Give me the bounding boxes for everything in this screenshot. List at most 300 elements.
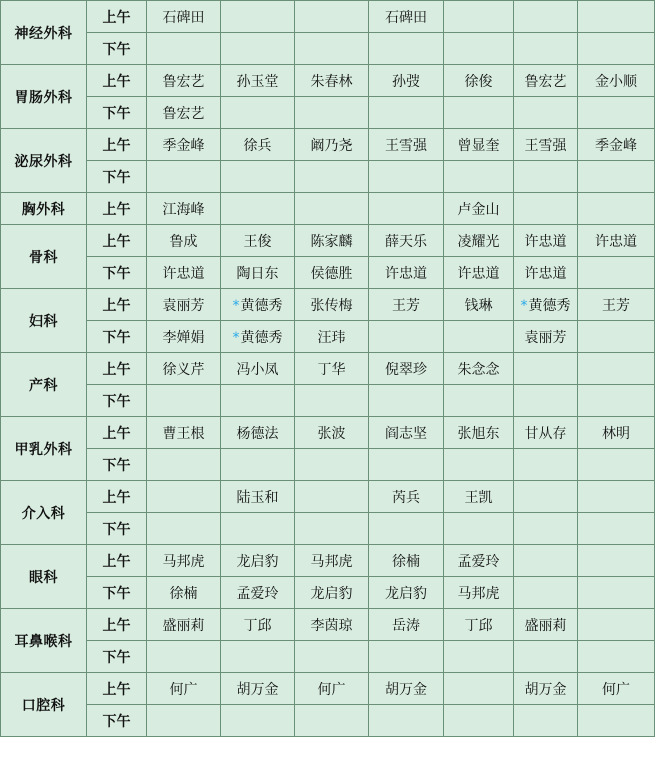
doctor-cell: [295, 577, 369, 609]
doctor-cell: [444, 417, 514, 449]
doctor-cell: [444, 705, 514, 737]
doctor-cell: [295, 673, 369, 705]
doctor-cell: [369, 513, 444, 545]
doctor-name: 王雪强: [524, 137, 567, 154]
schedule-row: [1, 417, 655, 449]
doctor-cell: [295, 65, 369, 97]
doctor-name: 许忠道: [595, 233, 637, 250]
doctor-cell: [514, 289, 578, 321]
doctor-cell: [514, 257, 578, 289]
doctor-cell: [221, 289, 295, 321]
doctor-name: 孙弢: [392, 73, 420, 90]
doctor-cell: [514, 577, 578, 609]
doctor-cell: [578, 577, 655, 609]
doctor-cell: [369, 417, 444, 449]
doctor-cell: [221, 385, 295, 417]
schedule-body: [1, 1, 655, 737]
period-label: 下午: [87, 577, 147, 609]
doctor-cell: [295, 289, 369, 321]
doctor-cell: [578, 225, 655, 257]
asterisk-marker: *: [520, 297, 528, 314]
doctor-cell: [514, 193, 578, 225]
doctor-cell: [295, 609, 369, 641]
schedule-row: [1, 513, 655, 545]
doctor-name: 许忠道: [385, 265, 427, 282]
department-name: 口腔科: [1, 673, 87, 737]
schedule-row: [1, 321, 655, 353]
doctor-cell: [578, 545, 655, 577]
schedule-row: [1, 257, 655, 289]
schedule-row: [1, 193, 655, 225]
doctor-name: 胡万金: [524, 681, 567, 698]
doctor-name: 丁邱: [243, 617, 272, 634]
doctor-cell: [221, 161, 295, 193]
doctor-cell: [221, 257, 295, 289]
doctor-cell: [578, 321, 655, 353]
doctor-cell: [369, 321, 444, 353]
doctor-cell: [221, 353, 295, 385]
doctor-cell: [578, 161, 655, 193]
doctor-cell: [369, 641, 444, 673]
doctor-name: 卢金山: [457, 201, 500, 218]
doctor-cell: [369, 129, 444, 161]
doctor-cell: [444, 161, 514, 193]
doctor-cell: [444, 577, 514, 609]
doctor-name: 何广: [169, 681, 198, 698]
doctor-name: 曾显奎: [457, 137, 500, 154]
doctor-cell: [514, 353, 578, 385]
schedule-row: [1, 65, 655, 97]
doctor-cell: [514, 673, 578, 705]
doctor-cell: [221, 417, 295, 449]
doctor-name: 曹王根: [162, 425, 205, 442]
department-name: 骨科: [1, 225, 87, 289]
doctor-cell: [444, 225, 514, 257]
doctor-cell: [221, 65, 295, 97]
doctor-name: 徐兵: [243, 137, 272, 154]
department-name: 胃肠外科: [1, 65, 87, 129]
doctor-cell: [514, 481, 578, 513]
doctor-cell: [444, 385, 514, 417]
period-label: 上午: [87, 545, 147, 577]
doctor-name: 朱念念: [457, 361, 500, 378]
doctor-name: 马邦虎: [162, 553, 205, 570]
doctor-name: 鲁宏艺: [524, 73, 567, 90]
period-label: 下午: [87, 321, 147, 353]
period-label: 上午: [87, 481, 147, 513]
doctor-cell: [369, 65, 444, 97]
doctor-name: 胡万金: [385, 681, 427, 698]
doctor-name: 阚乃尧: [310, 137, 353, 154]
doctor-cell: [444, 33, 514, 65]
period-label: 上午: [87, 225, 147, 257]
doctor-cell: [147, 449, 221, 481]
doctor-name: 张波: [317, 425, 346, 442]
doctor-cell: [221, 641, 295, 673]
period-label: 下午: [87, 449, 147, 481]
doctor-cell: [444, 65, 514, 97]
doctor-cell: [221, 513, 295, 545]
doctor-name: 龙启豹: [385, 585, 427, 602]
doctor-cell: [514, 225, 578, 257]
doctor-cell: [221, 321, 295, 353]
doctor-cell: [295, 449, 369, 481]
doctor-cell: [221, 673, 295, 705]
doctor-cell: [369, 385, 444, 417]
doctor-name: 徐楠: [169, 585, 198, 602]
period-label: 上午: [87, 417, 147, 449]
doctor-cell: [444, 193, 514, 225]
doctor-name: 丁华: [317, 361, 346, 378]
doctor-name: 张传梅: [310, 297, 353, 314]
doctor-cell: [147, 417, 221, 449]
doctor-cell: [444, 129, 514, 161]
period-label: 下午: [87, 705, 147, 737]
doctor-cell: [147, 385, 221, 417]
doctor-name: 许忠道: [524, 265, 567, 282]
doctor-cell: [147, 705, 221, 737]
doctor-cell: [514, 385, 578, 417]
schedule-row: [1, 609, 655, 641]
doctor-cell: [514, 1, 578, 33]
doctor-cell: [514, 705, 578, 737]
department-name: 神经外科: [1, 1, 87, 65]
period-label: 下午: [87, 97, 147, 129]
schedule-row: [1, 161, 655, 193]
doctor-cell: [444, 545, 514, 577]
doctor-cell: [221, 449, 295, 481]
doctor-name: 胡万金: [236, 681, 279, 698]
doctor-cell: [369, 353, 444, 385]
department-name: 产科: [1, 353, 87, 417]
doctor-cell: [369, 257, 444, 289]
doctor-cell: [147, 289, 221, 321]
department-name: 甲乳外科: [1, 417, 87, 481]
doctor-name: 王芳: [602, 297, 630, 314]
doctor-cell: [295, 1, 369, 33]
doctor-cell: [221, 577, 295, 609]
doctor-cell: [295, 257, 369, 289]
doctor-name: 徐义芹: [162, 361, 205, 378]
doctor-name: 李茵琼: [310, 617, 353, 634]
doctor-cell: [147, 129, 221, 161]
doctor-cell: [444, 609, 514, 641]
doctor-cell: [221, 193, 295, 225]
doctor-cell: [147, 65, 221, 97]
period-label: 上午: [87, 609, 147, 641]
doctor-name: 朱春林: [310, 73, 353, 90]
period-label: 上午: [87, 673, 147, 705]
department-name: 妇科: [1, 289, 87, 353]
doctor-name: 盛丽莉: [162, 617, 205, 634]
schedule-row: [1, 705, 655, 737]
doctor-cell: [369, 609, 444, 641]
doctor-cell: [514, 417, 578, 449]
schedule-row: [1, 1, 655, 33]
doctor-cell: [578, 353, 655, 385]
doctor-name: 金小顺: [595, 73, 637, 90]
department-name: 泌尿外科: [1, 129, 87, 193]
doctor-name: 芮兵: [392, 489, 420, 506]
doctor-name: 汪玮: [317, 329, 346, 346]
doctor-name: 陈家麟: [310, 233, 353, 250]
period-label: 下午: [87, 513, 147, 545]
doctor-cell: [444, 289, 514, 321]
doctor-name: 龙启豹: [310, 585, 353, 602]
doctor-cell: [444, 449, 514, 481]
doctor-cell: [221, 33, 295, 65]
doctor-cell: [147, 33, 221, 65]
doctor-cell: [444, 321, 514, 353]
doctor-cell: [147, 1, 221, 33]
doctor-cell: [147, 673, 221, 705]
period-label: 上午: [87, 129, 147, 161]
doctor-name: 鲁宏艺: [162, 105, 205, 122]
doctor-cell: [295, 321, 369, 353]
department-name: 介入科: [1, 481, 87, 545]
doctor-cell: [369, 97, 444, 129]
doctor-cell: [514, 65, 578, 97]
doctor-cell: [578, 673, 655, 705]
doctor-cell: [147, 97, 221, 129]
doctor-cell: [578, 385, 655, 417]
schedule-row: [1, 577, 655, 609]
doctor-cell: [221, 1, 295, 33]
doctor-cell: [295, 481, 369, 513]
doctor-name: 徐俊: [464, 73, 493, 90]
doctor-name: 王俊: [243, 233, 272, 250]
doctor-cell: [578, 33, 655, 65]
doctor-cell: [221, 545, 295, 577]
period-label: 上午: [87, 65, 147, 97]
doctor-cell: [221, 225, 295, 257]
doctor-name: 马邦虎: [310, 553, 353, 570]
schedule-row: [1, 481, 655, 513]
doctor-cell: [578, 193, 655, 225]
doctor-cell: [514, 513, 578, 545]
department-name: 耳鼻喉科: [1, 609, 87, 673]
doctor-name: 凌耀光: [457, 233, 500, 250]
doctor-cell: [221, 97, 295, 129]
doctor-cell: [295, 513, 369, 545]
doctor-cell: [295, 33, 369, 65]
period-label: 下午: [87, 161, 147, 193]
doctor-cell: [369, 33, 444, 65]
schedule-row: [1, 97, 655, 129]
doctor-name: 许忠道: [457, 265, 500, 282]
doctor-cell: [444, 673, 514, 705]
doctor-cell: [147, 161, 221, 193]
period-label: 下午: [87, 641, 147, 673]
doctor-cell: [369, 289, 444, 321]
doctor-cell: [221, 705, 295, 737]
doctor-name: 丁邱: [464, 617, 493, 634]
asterisk-marker: *: [232, 297, 240, 314]
doctor-cell: [369, 193, 444, 225]
doctor-name: 石碑田: [162, 9, 205, 26]
doctor-name: 许忠道: [524, 233, 567, 250]
doctor-name: 王雪强: [385, 137, 427, 154]
doctor-name: 岳涛: [392, 617, 420, 634]
doctor-cell: [369, 1, 444, 33]
doctor-cell: [295, 417, 369, 449]
doctor-cell: [444, 641, 514, 673]
doctor-cell: [147, 513, 221, 545]
doctor-cell: [295, 705, 369, 737]
doctor-cell: [295, 161, 369, 193]
doctor-name: 甘从存: [524, 425, 567, 442]
doctor-cell: [514, 321, 578, 353]
doctor-cell: [578, 609, 655, 641]
doctor-cell: [578, 65, 655, 97]
doctor-name: 陶日东: [236, 265, 279, 282]
doctor-cell: [514, 33, 578, 65]
period-label: 上午: [87, 353, 147, 385]
doctor-cell: [369, 449, 444, 481]
doctor-cell: [444, 97, 514, 129]
doctor-cell: [147, 545, 221, 577]
doctor-cell: [369, 673, 444, 705]
schedule-row: [1, 33, 655, 65]
doctor-name: 许忠道: [162, 265, 205, 282]
department-name: 胸外科: [1, 193, 87, 225]
schedule-row: [1, 641, 655, 673]
doctor-cell: [578, 97, 655, 129]
doctor-cell: [578, 417, 655, 449]
doctor-cell: [147, 481, 221, 513]
doctor-cell: [147, 353, 221, 385]
doctor-name: 陆玉和: [236, 489, 279, 506]
doctor-name: 江海峰: [162, 201, 205, 218]
doctor-name: 盛丽莉: [524, 617, 567, 634]
doctor-cell: [295, 641, 369, 673]
doctor-name: 薛天乐: [385, 233, 427, 250]
doctor-name: 侯德胜: [310, 265, 353, 282]
period-label: 上午: [87, 1, 147, 33]
doctor-cell: [578, 641, 655, 673]
doctor-name: 何广: [602, 681, 630, 698]
doctor-cell: [295, 385, 369, 417]
schedule-row: [1, 225, 655, 257]
schedule-row: [1, 673, 655, 705]
doctor-name: 马邦虎: [457, 585, 500, 602]
period-label: 下午: [87, 385, 147, 417]
doctor-name: 袁丽芳: [162, 297, 205, 314]
doctor-name: 阎志坚: [385, 425, 427, 442]
department-name: 眼科: [1, 545, 87, 609]
schedule-row: [1, 289, 655, 321]
doctor-cell: [514, 449, 578, 481]
doctor-cell: [369, 225, 444, 257]
doctor-name: 季金峰: [162, 137, 205, 154]
doctor-name: 林明: [602, 425, 630, 442]
doctor-name: 王凯: [464, 489, 493, 506]
doctor-cell: [295, 545, 369, 577]
doctor-cell: [578, 129, 655, 161]
schedule-row: [1, 545, 655, 577]
doctor-name: 孟爱玲: [236, 585, 279, 602]
doctor-cell: [578, 513, 655, 545]
doctor-cell: [514, 545, 578, 577]
doctor-cell: [369, 481, 444, 513]
doctor-cell: [444, 481, 514, 513]
doctor-name: 季金峰: [595, 137, 637, 154]
doctor-cell: [514, 609, 578, 641]
schedule-row: [1, 129, 655, 161]
doctor-name: 杨德法: [236, 425, 279, 442]
doctor-cell: [147, 257, 221, 289]
doctor-cell: [444, 353, 514, 385]
doctor-name: 钱琳: [464, 297, 493, 314]
doctor-name: 孟爱玲: [457, 553, 500, 570]
doctor-cell: [221, 129, 295, 161]
doctor-name: 倪翠珍: [385, 361, 427, 378]
period-label: 上午: [87, 289, 147, 321]
doctor-name: 孙玉堂: [236, 73, 279, 90]
doctor-cell: [221, 609, 295, 641]
doctor-cell: [147, 321, 221, 353]
doctor-name: 石碑田: [385, 9, 427, 26]
doctor-cell: [578, 257, 655, 289]
doctor-cell: [221, 481, 295, 513]
doctor-cell: [369, 577, 444, 609]
doctor-cell: [295, 97, 369, 129]
doctor-name: 徐楠: [392, 553, 420, 570]
doctor-cell: [444, 1, 514, 33]
asterisk-marker: *: [232, 329, 240, 346]
doctor-cell: [295, 193, 369, 225]
period-label: 下午: [87, 257, 147, 289]
doctor-cell: [444, 257, 514, 289]
doctor-name: 鲁宏艺: [162, 73, 205, 90]
doctor-name: 黄德秀: [240, 297, 283, 314]
schedule-row: [1, 449, 655, 481]
doctor-cell: [514, 97, 578, 129]
doctor-cell: [578, 1, 655, 33]
doctor-cell: [514, 161, 578, 193]
period-label: 上午: [87, 193, 147, 225]
doctor-cell: [578, 449, 655, 481]
doctor-name: 龙启豹: [236, 553, 279, 570]
doctor-cell: [295, 225, 369, 257]
doctor-name: 王芳: [392, 297, 420, 314]
schedule-row: [1, 385, 655, 417]
doctor-name: 李婵娟: [162, 329, 205, 346]
doctor-cell: [369, 705, 444, 737]
doctor-name: 黄德秀: [240, 329, 283, 346]
doctor-cell: [369, 161, 444, 193]
doctor-cell: [514, 129, 578, 161]
doctor-cell: [295, 129, 369, 161]
doctor-name: 冯小凤: [236, 361, 279, 378]
doctor-cell: [578, 289, 655, 321]
doctor-name: 鲁成: [169, 233, 198, 250]
doctor-cell: [295, 353, 369, 385]
doctor-cell: [578, 705, 655, 737]
doctor-name: 张旭东: [457, 425, 500, 442]
doctor-cell: [444, 513, 514, 545]
doctor-cell: [514, 641, 578, 673]
doctor-name: 袁丽芳: [524, 329, 567, 346]
period-label: 下午: [87, 33, 147, 65]
doctor-cell: [147, 577, 221, 609]
doctor-cell: [147, 609, 221, 641]
schedule-row: [1, 353, 655, 385]
doctor-cell: [578, 481, 655, 513]
doctor-cell: [147, 641, 221, 673]
doctor-cell: [147, 225, 221, 257]
doctor-name: 何广: [317, 681, 346, 698]
